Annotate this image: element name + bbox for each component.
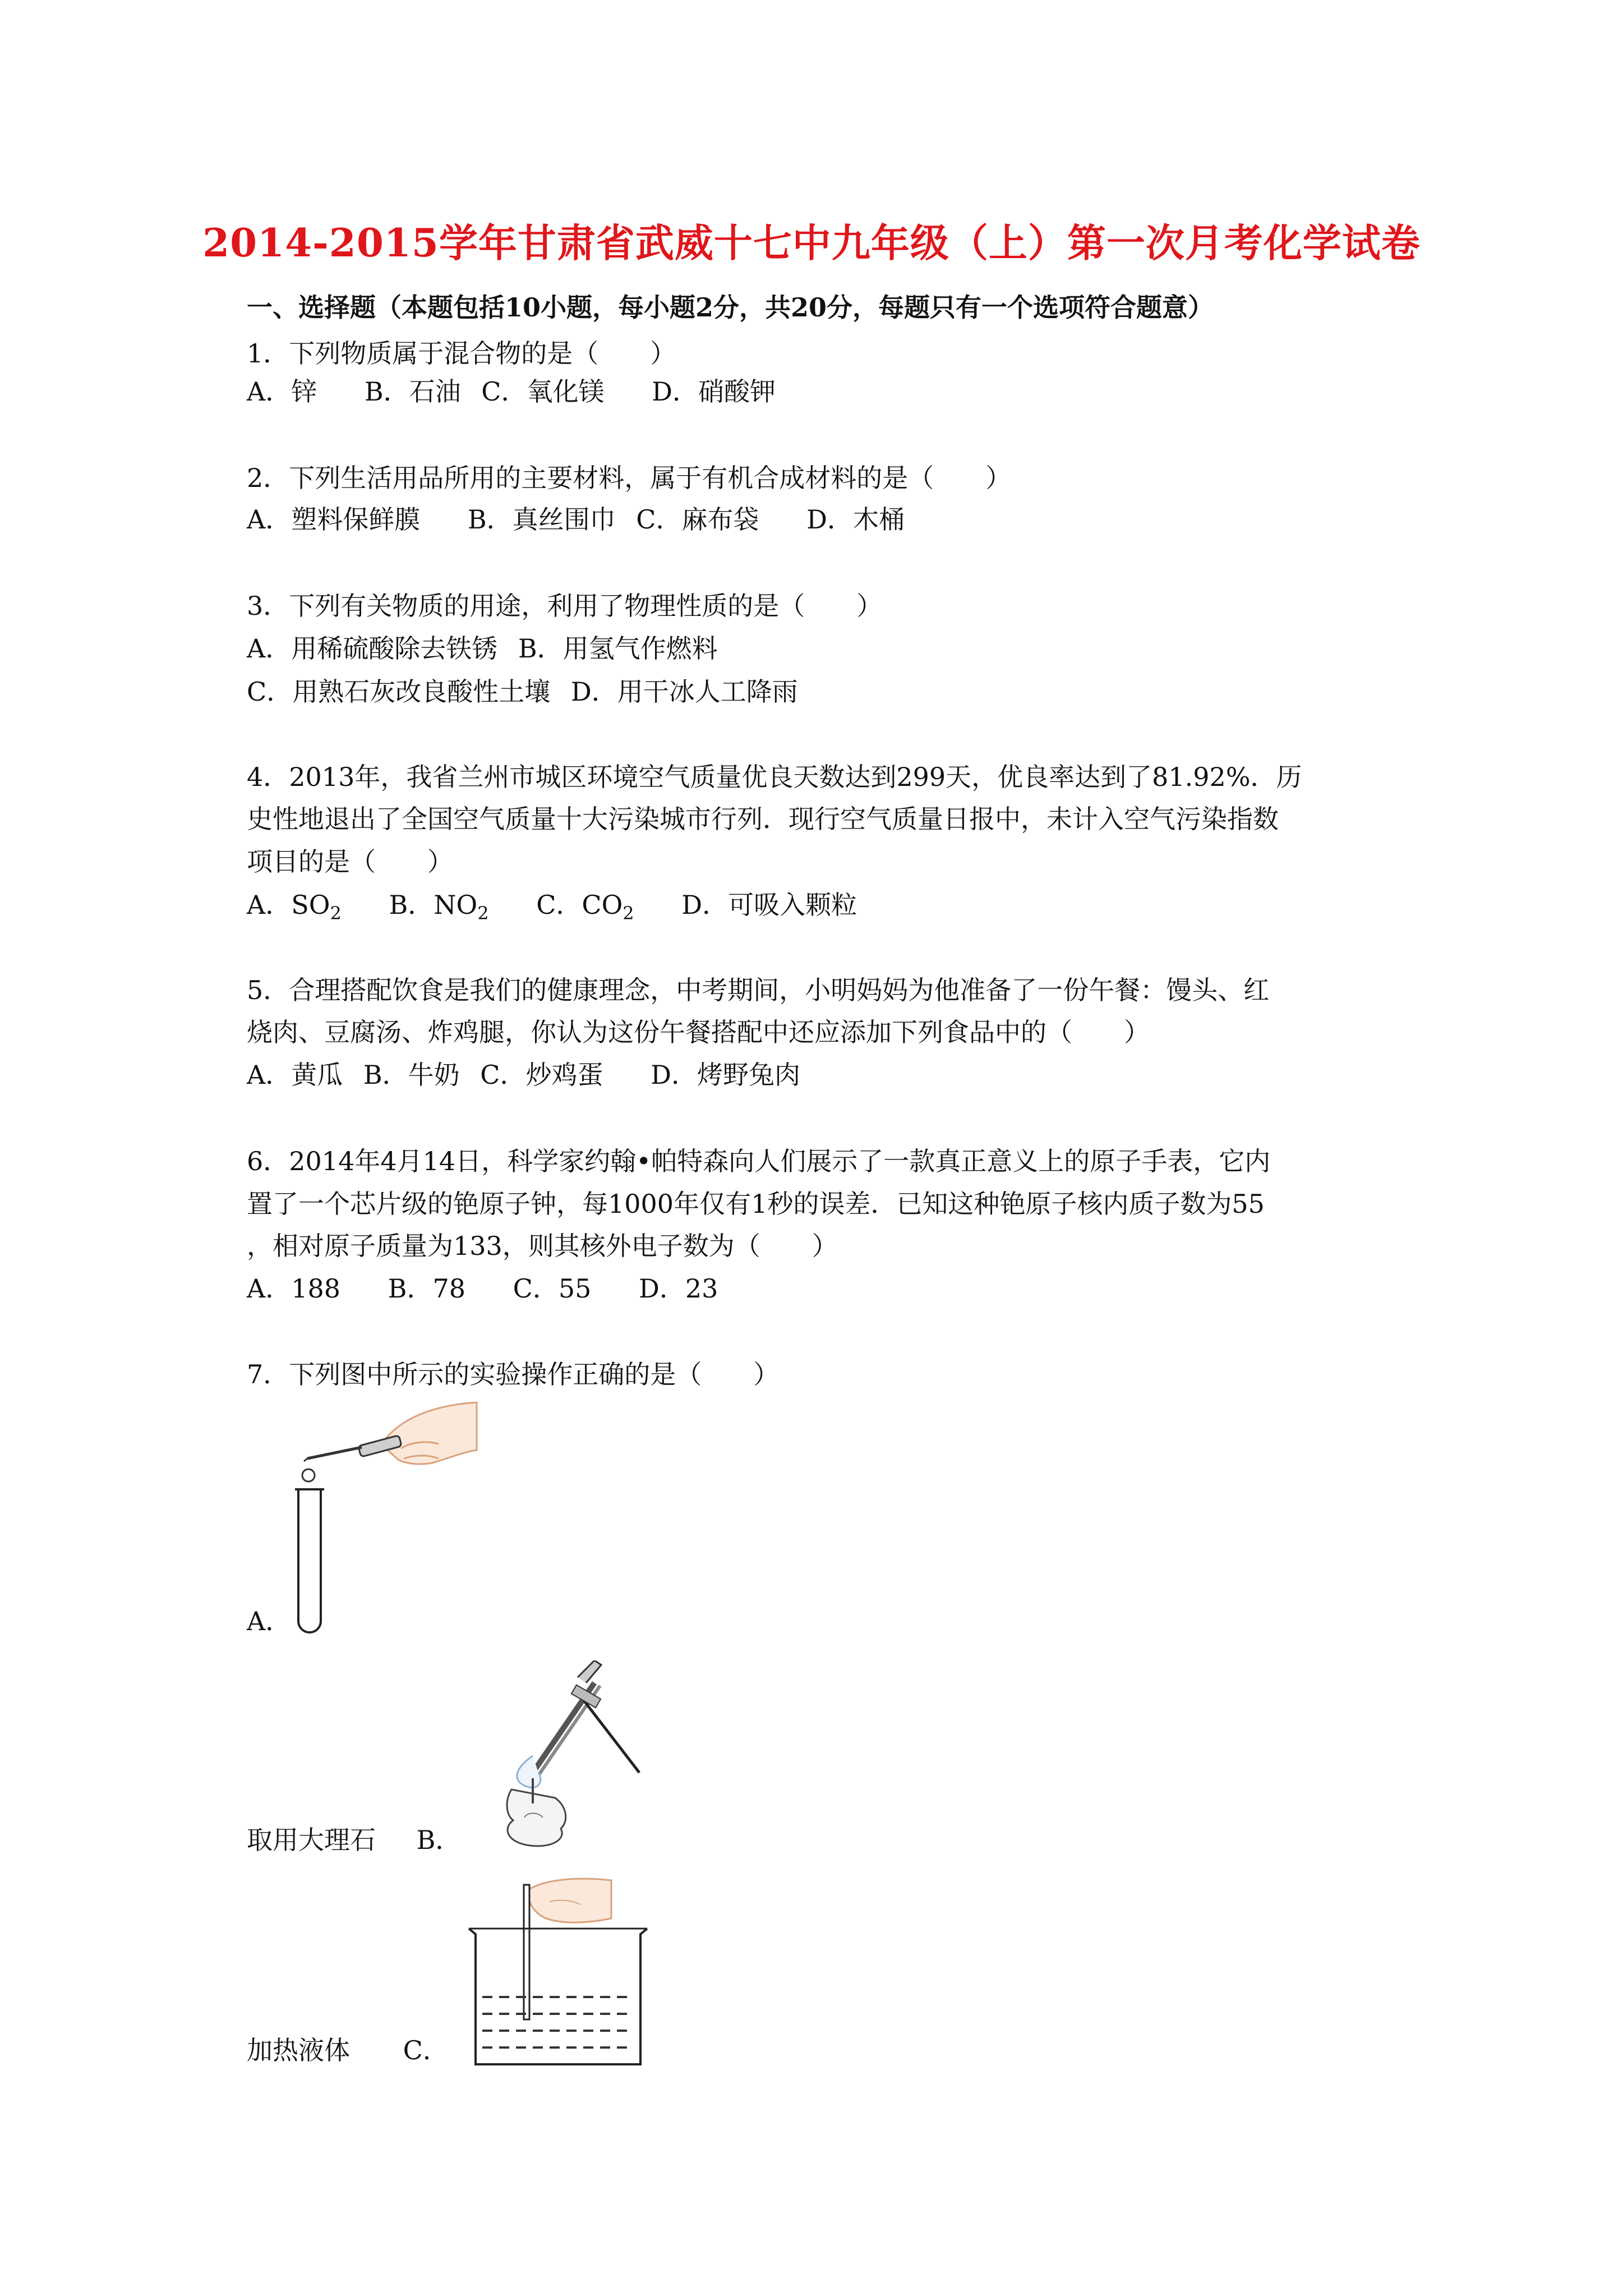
option-d: D．硝酸钾: [652, 376, 776, 407]
question-2-stem: 2．下列生活用品所用的主要材料，属于有机合成材料的是（ ）: [247, 463, 1012, 493]
question-7-row-b: [247, 1823, 461, 1857]
option-c-label: C．: [403, 2035, 449, 2065]
question-4-stem-line1: 4．2013年，我省兰州市城区环境空气质量优良天数达到299天，优良率达到了81.92%．历: [247, 762, 1302, 792]
option-b: B．78: [388, 1273, 465, 1304]
option-a: A．黄瓜: [247, 1060, 343, 1090]
option-c: C．麻布袋: [636, 504, 759, 535]
option-a-label: A．: [247, 1606, 292, 1636]
option-d: D．可吸入颗粒: [681, 890, 857, 920]
question-6-stem-line1: 6．2014年4月14日，科学家约翰•帕特森向人们展示了一款真正意义上的原子手表，它内: [247, 1146, 1271, 1176]
option-b-caption: 加热液体: [247, 2035, 350, 2065]
option-c: C．用熟石灰改良酸性土壤: [247, 677, 551, 707]
question-1-options: [247, 375, 776, 408]
option-a: A．塑料保鲜膜: [247, 504, 421, 535]
question-3-options-row2: [247, 675, 798, 708]
option-b-label: B．: [416, 1825, 462, 1855]
option-d: D．23: [638, 1273, 718, 1304]
option-d: D．用干冰人工降雨: [570, 677, 798, 707]
question-6-stem-line3: ，相对原子质量为133，则其核外电子数为（ ）: [247, 1231, 838, 1261]
option-b: B．真丝围巾: [467, 504, 616, 535]
page-title: 2014-2015学年甘肃省武威十七中九年级（上）第一次月考化学试卷: [202, 220, 1421, 266]
option-d: D．木桶: [806, 504, 905, 535]
question-3-stem: 3．下列有关物质的用途，利用了物理性质的是（ ）: [247, 591, 883, 621]
section-heading: 一、选择题（本题包括10小题，每小题2分，共20分，每题只有一个选项符合题意）: [247, 292, 1214, 323]
option-a-caption: 取用大理石: [247, 1825, 376, 1855]
question-3-options-row1: [247, 632, 718, 665]
question-5-stem-line1: 5．合理搭配饮食是我们的健康理念，中考期间，小明妈妈为他准备了一份午餐：馒头、红: [247, 975, 1270, 1005]
beaker-stirring-icon: [465, 1868, 651, 2070]
question-1-stem: 1．下列物质属于混合物的是（ ）: [247, 338, 676, 369]
option-c: C．55: [513, 1273, 592, 1304]
question-5-stem-line2: 烧肉、豆腐汤、炸鸡腿，你认为这份午餐搭配中还应添加下列食品中的（ ）: [247, 1017, 1150, 1047]
question-4-stem-line3: 项目的是（ ）: [247, 846, 453, 877]
option-c: C．氧化镁: [481, 376, 605, 407]
option-c: C．炒鸡蛋: [480, 1060, 603, 1090]
option-d: D．烤野兔肉: [651, 1060, 801, 1090]
question-6-stem-line2: 置了一个芯片级的铯原子钟，每1000年仅有1秒的误差．已知这种铯原子核内质子数为55: [247, 1189, 1265, 1219]
question-4-options: [247, 888, 857, 930]
question-6-options: [247, 1272, 718, 1305]
option-a: A．188: [247, 1273, 341, 1304]
question-2-options: [247, 503, 905, 536]
option-b: B．牛奶: [363, 1060, 460, 1090]
option-a: A．$SO_2$: [247, 890, 342, 924]
option-a: A．用稀硫酸除去铁锈: [247, 633, 498, 664]
question-7-row-c: [247, 2033, 449, 2067]
heating-test-tube-icon: [477, 1660, 662, 1851]
option-a: A．锌: [247, 376, 317, 407]
option-b: B．石油: [364, 376, 461, 407]
option-b: B．用氢气作燃料: [518, 633, 718, 664]
question-4-stem-line2: 史性地退出了全国空气质量十大污染城市行列．现行空气质量日报中，未计入空气污染指数: [247, 804, 1279, 834]
question-5-options: [247, 1058, 800, 1092]
dropper-test-tube-icon: [292, 1397, 494, 1644]
option-b: B．$NO_2$: [389, 890, 489, 924]
option-c: C．$CO_2$: [536, 890, 634, 924]
question-7-stem: 7．下列图中所示的实验操作正确的是（ ）: [247, 1359, 780, 1389]
